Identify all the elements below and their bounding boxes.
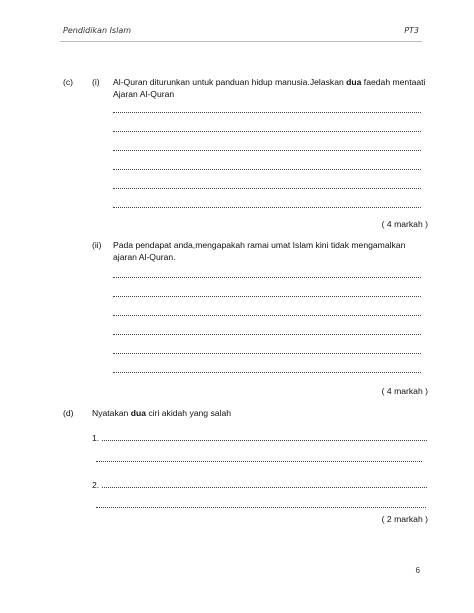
header-divider [60, 41, 422, 42]
part-ii-marks: ( 4 markah ) [381, 386, 428, 396]
answer-line[interactable] [113, 131, 421, 132]
part-i-marks: ( 4 markah ) [381, 219, 428, 229]
header-level: PT3 [404, 26, 419, 35]
part-ii-question-line2: ajaran Al-Quran. [113, 252, 176, 262]
part-ii-label: (ii) [92, 240, 102, 250]
question-c-label: (c) [63, 77, 74, 87]
header-subject: Pendidikan Islam [63, 26, 132, 35]
part-i-question-line2: Ajaran Al-Quran [113, 89, 175, 99]
answer-line[interactable] [113, 334, 421, 335]
question-d-prompt: Nyatakan dua ciri akidah yang salah [92, 408, 232, 418]
answer-line[interactable] [113, 150, 421, 151]
answer-line[interactable] [113, 112, 421, 113]
page-number: 6 [415, 566, 420, 575]
answer-line[interactable] [113, 353, 421, 354]
answer-1-number: 1. [92, 433, 100, 443]
answer-line[interactable] [113, 315, 421, 316]
part-ii-question-line1: Pada pendapat anda,mengapakah ramai umat Islam kini tidak mengamalkan [113, 240, 406, 250]
answer-2-line[interactable] [102, 487, 427, 488]
answer-line[interactable] [113, 296, 421, 297]
answer-line[interactable] [113, 207, 421, 208]
answer-line[interactable] [113, 169, 421, 170]
question-d-label: (d) [63, 408, 74, 418]
part-i-question-line1: Al-Quran diturunkan untuk panduan hidup manusia.Jelaskan dua faedah mentaati [113, 77, 426, 87]
question-d-marks: ( 2 markah ) [381, 514, 428, 524]
answer-1-continuation-line[interactable] [96, 461, 422, 462]
part-i-label: (i) [92, 77, 100, 87]
answer-line[interactable] [113, 277, 421, 278]
answer-line[interactable] [113, 188, 421, 189]
answer-2-continuation-line[interactable] [96, 507, 426, 508]
answer-line[interactable] [113, 372, 421, 373]
answer-2-number: 2. [92, 480, 100, 490]
answer-1-line[interactable] [102, 440, 427, 441]
